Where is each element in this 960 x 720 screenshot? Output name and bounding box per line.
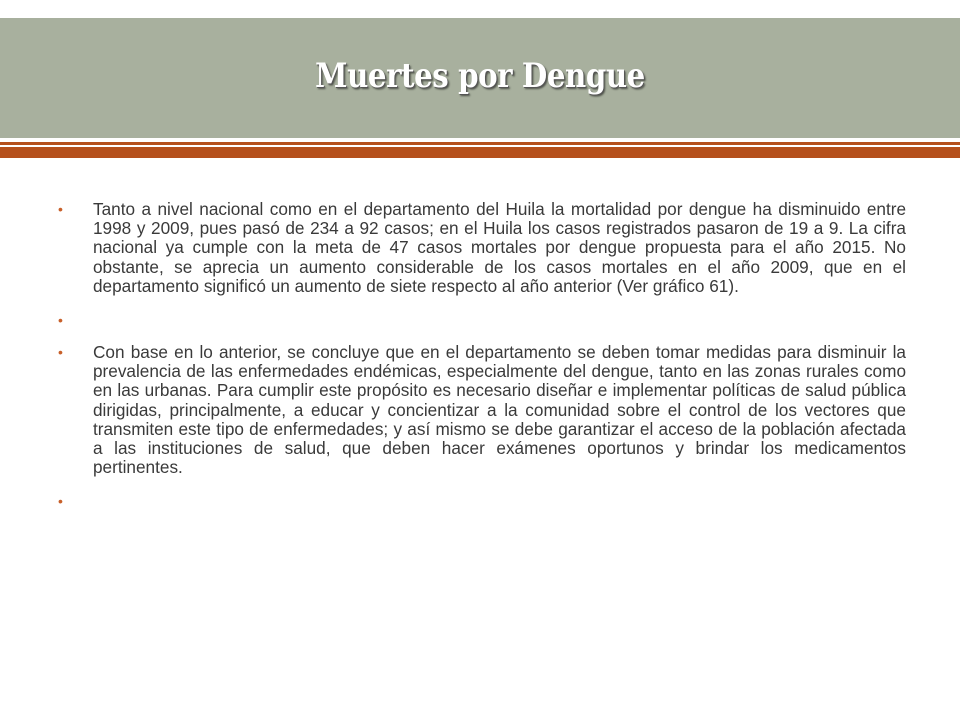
bullet-item-2 xyxy=(58,311,906,330)
bullet-item-4 xyxy=(58,492,906,511)
accent-stripe-thin xyxy=(0,142,960,145)
slide-content xyxy=(58,200,906,524)
bullet-marker: • xyxy=(58,493,63,510)
slide-title: Muertes por Dengue xyxy=(315,56,645,96)
bullet-marker: • xyxy=(58,201,63,217)
bullet-marker: • xyxy=(58,344,63,361)
bullet-item-3 xyxy=(58,343,906,477)
bullet-text: Con base en lo anterior, se concluye que en el departamento se deben tomar medidas para disminuir la prevalencia de las enfermedades endémicas, especialmente del dengue, tanto en las zonas rurales como en las urbanas. Para cumplir este propósito es necesario diseñar e implementar políticas de salud pública dirigidas, principalmente, a educar y concientizar a la comunidad sobre el control de los vectores que transmiten este tipo de enfermedades; y así mismo se debe garantizar el acceso de la población afectada a las instituciones de salud, que deben hacer exámenes oportunos y brindar los medicamentos pertinentes. xyxy=(93,342,906,478)
bullet-marker: • xyxy=(58,312,63,329)
accent-stripe-thick xyxy=(0,147,960,158)
bullet-item-1 xyxy=(58,200,906,296)
bullet-text: Tanto a nivel nacional como en el departamento del Huila la mortalidad por dengue ha disminuido entre 1998 y 2009, pues pasó de 234 a 92 casos; en el Huila los casos registrados pasaron de 19 a 9. La cifra nacional ya cumple con la meta de 47 casos mortales por dengue propuesta para el año 2015. No obstante, se aprecia un aumento considerable de los casos mortales en el año 2009, que en el departamento significó un aumento de siete respecto al año anterior (Ver gráfico 61). xyxy=(93,199,906,296)
